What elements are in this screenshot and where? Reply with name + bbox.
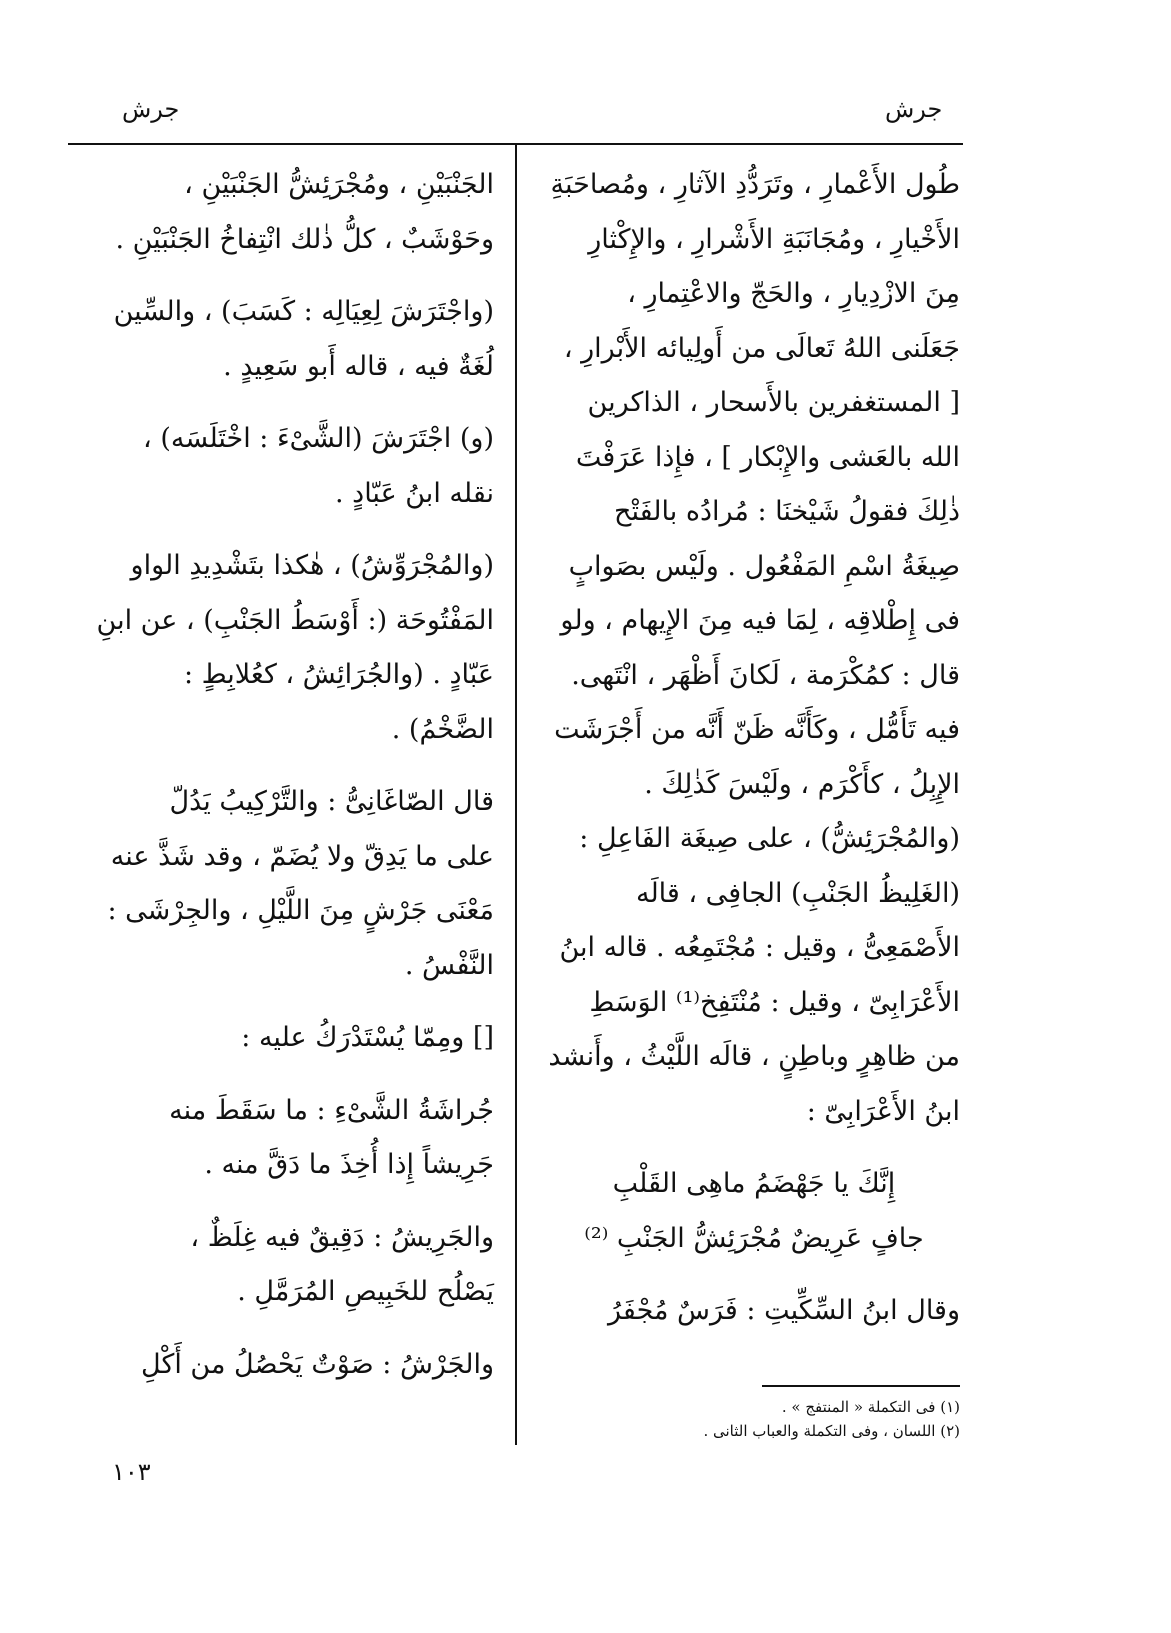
text-line: نقله ابنُ عَبّادٍ . bbox=[335, 477, 494, 509]
verse-line: جافٍ عَرِيضٌ مُجْرَئِشُّ الجَنْبِ ⁽²⁾ bbox=[584, 1222, 924, 1254]
text-line: وحَوْشَبٌ ، كلُّ ذٰلك انْتِفاخُ الجَنْبَيْنِ . bbox=[115, 223, 494, 255]
text-line: من ظاهِرٍ وباطِنٍ ، قالَه اللَّيْثُ ، وأَنشد bbox=[548, 1041, 960, 1072]
text-line: جَرِيشاً إِذا أُخِذَ ما دَقَّ منه . bbox=[204, 1149, 494, 1180]
footnote-rule bbox=[762, 1385, 960, 1387]
column-divider bbox=[515, 145, 517, 1445]
text-line: جُراشَةُ الشَّىْءِ : ما سَقَطَ منه bbox=[169, 1094, 494, 1126]
text-line: (واجْتَرَشَ لِعِيَالِه : كَسَبَ) ، والسِّين bbox=[113, 296, 494, 327]
text-line: فيه تَأَمُّل ، وكَأَنَّه ظَنّ أَنَّه من أَجْرَشَت bbox=[554, 714, 960, 745]
text-line: عَبّادٍ . (والجُرَائِشُ ، كعُلابِطٍ : bbox=[183, 659, 494, 690]
text-line: (والمُجْرَوِّشُ) ، هٰكذا بتَشْدِيدِ الواو bbox=[130, 550, 494, 581]
text-line: (الغَلِيظُ الجَنْبِ) الجافِى ، قالَه bbox=[635, 877, 960, 909]
text-line: الأَعْرَابِىّ ، وقيل : مُنْتَفِخ⁽¹⁾ الوَسَطِ bbox=[589, 986, 960, 1018]
running-head-left: جرش bbox=[122, 95, 180, 123]
text-line: والجَرِيشُ : دَقِيقٌ فيه غِلَظٌ ، bbox=[190, 1221, 494, 1253]
text-line: الإِبِلُ ، كأَكْرَم ، ولَيْسَ كَذٰلِكَ . bbox=[644, 768, 960, 800]
text-line: صِيغَةُ اسْمِ المَفْعُول . ولَيْس بصَوابٍ bbox=[568, 550, 960, 582]
text-line: النَّفْسُ . bbox=[404, 949, 494, 981]
text-line: الله بالعَشى والإِبْكار ] ، فإِذا عَرَفْتَ bbox=[575, 441, 960, 473]
footnotes bbox=[640, 1395, 960, 1443]
left-column bbox=[72, 158, 494, 1392]
text-line: قال : كمُكْرَمة ، لَكانَ أَظْهَر ، انْتَهى. bbox=[571, 659, 960, 691]
text-line: ذٰلِكَ فقولُ شَيْخنَا : مُرادُه بالفَتْح bbox=[614, 496, 960, 527]
text-line: قال الصّاغَانِىُّ : والتَّرْكِيبُ يَدُلّ bbox=[169, 786, 494, 817]
text-line: (والمُجْرَئِشُّ) ، على صِيغَة الفَاعِلِ : bbox=[579, 823, 960, 854]
footnote: (١) فى التكملة « المنتفج » . bbox=[781, 1398, 960, 1416]
text-line: مِنَ الازْدِيارِ ، والحَجّ والاعْتِمارِ ، bbox=[627, 278, 960, 309]
text-line: على ما يَدِقّ ولا يُضَمّ ، وقد شَذَّ عنه bbox=[110, 840, 494, 872]
text-line: فى إِطْلاقِه ، لِمَا فيه مِنَ الإِيهام ، ولو bbox=[560, 605, 960, 636]
text-line: لُغَةٌ فيه ، قاله أَبو سَعِيدٍ . bbox=[223, 350, 494, 382]
page-number: ١٠٣ bbox=[112, 1458, 151, 1486]
text-line: ابنُ الأَعْرَابِىّ : bbox=[806, 1095, 960, 1127]
text-line: الجَنْبَيْنِ ، ومُجْرَئِشُّ الجَنْبَيْنِ ، bbox=[184, 169, 494, 200]
text-line: [] ومِمّا يُسْتَدْرَكُ عليه : bbox=[241, 1022, 494, 1053]
text-line: المَفْتُوحَة (: أَوْسَطُ الجَنْبِ) ، عن ابنِ bbox=[96, 604, 494, 636]
text-line: الضَّخْمُ) . bbox=[391, 713, 494, 745]
text-line: الأَخْيارِ ، ومُجَانَبَةِ الأَشْرارِ ، والإِكْثارِ bbox=[588, 223, 960, 255]
text-line: وقال ابنُ السِّكِّيتِ : فَرَسٌ مُجْفَرُ bbox=[608, 1295, 960, 1326]
text-line: طُول الأَعْمارِ ، وتَرَدُّدِ الآثارِ ، ومُصاحَبَةِ bbox=[550, 169, 960, 200]
text-line: الأَصْمَعِىُّ ، وقيل : مُجْتَمِعُه . قاله ابنُ bbox=[559, 932, 960, 963]
text-line: جَعَلَنى اللهُ تَعالَى من أَولِيائه الأَبْرارِ ، bbox=[563, 332, 960, 364]
text-line: [ المستغفرين بالأَسحار ، الذاكرين bbox=[587, 387, 960, 418]
text-line: (و) اجْتَرَشَ (الشَّىْءَ : اخْتَلَسَه) ، bbox=[143, 423, 494, 454]
text-line: مَعْنَى جَرْشٍ مِنَ اللَّيْلِ ، والجِرْشَى : bbox=[107, 895, 494, 926]
text-line: يَصْلُح للخَبِيصِ المُرَمَّلِ . bbox=[237, 1276, 494, 1307]
text-line: والجَرْشُ : صَوْتٌ يَحْصُلُ من أَكْلِ bbox=[141, 1348, 494, 1380]
running-head-right: جرش bbox=[885, 95, 943, 123]
verse-line: إِنَّكَ يا جَهْضَمُ ماهِى القَلْبِ bbox=[612, 1168, 896, 1199]
right-column bbox=[548, 158, 960, 1339]
footnote: (٢) اللسان ، وفى التكملة والعباب الثانى . bbox=[703, 1422, 960, 1440]
